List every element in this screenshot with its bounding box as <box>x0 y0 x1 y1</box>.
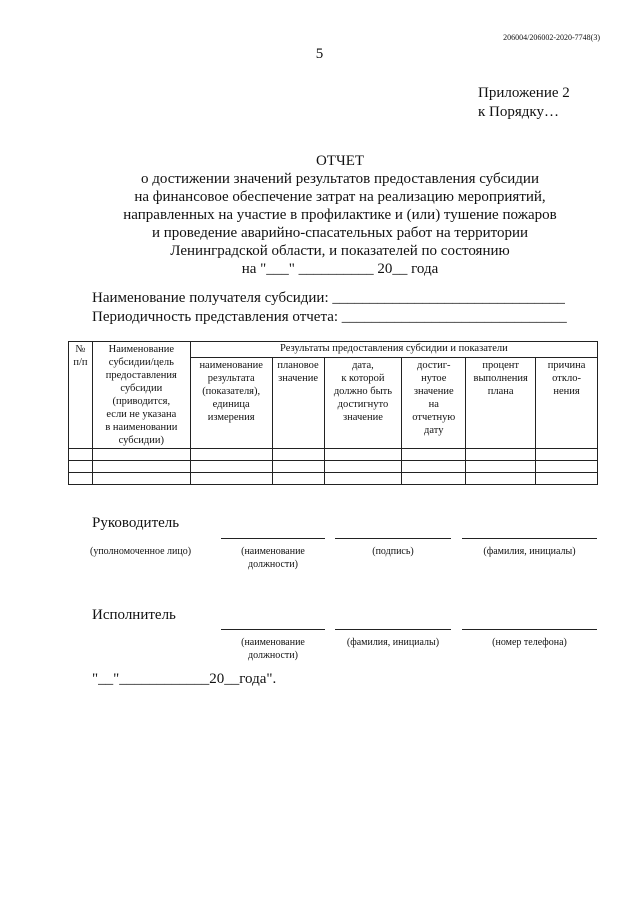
executor-title: Исполнитель <box>92 607 176 623</box>
periodicity-field: Периодичность представления отчета: ______________________________ <box>92 309 567 325</box>
col-result-name-header: наименование результата (показателя), единица измерения <box>190 357 272 448</box>
signature-line <box>335 538 451 539</box>
appendix-reference <box>478 84 570 122</box>
head-title: Руководитель <box>92 515 180 531</box>
table-row <box>69 449 598 461</box>
full-name-caption: (фамилия, инициалы) <box>483 546 576 557</box>
title-line: на финансовое обеспечение затрат на реализацию мероприятий, <box>134 189 546 205</box>
signature-line <box>462 629 597 630</box>
title-line: Ленинградской области, и показателей по состоянию <box>170 243 510 259</box>
recipient-field: Наименование получателя субсидии: _______________________________ <box>92 290 565 306</box>
signature-caption: (подпись) <box>372 546 414 557</box>
col-planned-value-header: плановое значение <box>272 357 324 448</box>
signature-line <box>462 538 597 539</box>
col-number-header: № п/п <box>69 342 93 449</box>
results-group-header: Результаты предоставления субсидии и показатели <box>190 342 597 358</box>
phone-caption: (номер телефона) <box>492 637 567 648</box>
position-caption: (наименование должности) <box>241 546 305 570</box>
title-date-line: на "___" __________ 20__ года <box>241 261 439 277</box>
title-line: направленных на участие в профилактике и (или) тушение пожаров <box>123 207 557 223</box>
full-name-caption: (фамилия, инициалы) <box>346 637 440 648</box>
report-heading: ОТЧЕТ <box>315 153 365 169</box>
title-line: о достижении значений результатов предоставления субсидии <box>141 171 539 187</box>
authority-caption: (уполномоченное лицо) <box>90 546 192 557</box>
report-title <box>60 152 620 278</box>
appendix-line-2: к Порядку… <box>478 104 559 120</box>
signature-line <box>221 629 325 630</box>
title-line: и проведение аварийно-спасательных работ на территории <box>151 225 529 241</box>
table-row <box>69 461 598 473</box>
table-row <box>69 473 598 485</box>
signature-line <box>335 629 451 630</box>
date-line: "__"____________20__года". <box>92 671 277 687</box>
position-caption: (наименование должности) <box>241 637 305 661</box>
document-number: 206004/206002-2020-7748(3) <box>503 33 600 42</box>
report-table <box>68 341 598 485</box>
col-deviation-reason-header: причина откло- нения <box>536 357 598 448</box>
signature-line <box>221 538 325 539</box>
page-number: 5 <box>315 46 324 62</box>
appendix-line-1: Приложение 2 <box>478 85 570 101</box>
col-subsidy-name-header: Наименование субсидии/цель предоставления субсидии (приводится, если не указана в наименовании субсидии) <box>92 342 190 449</box>
col-achieved-value-header: достиг- нутое значение на отчетную дату <box>402 357 466 448</box>
col-target-date-header: дата, к которой должно быть достигнуто значение <box>324 357 402 448</box>
col-completion-percent-header: процент выполнения плана <box>466 357 536 448</box>
